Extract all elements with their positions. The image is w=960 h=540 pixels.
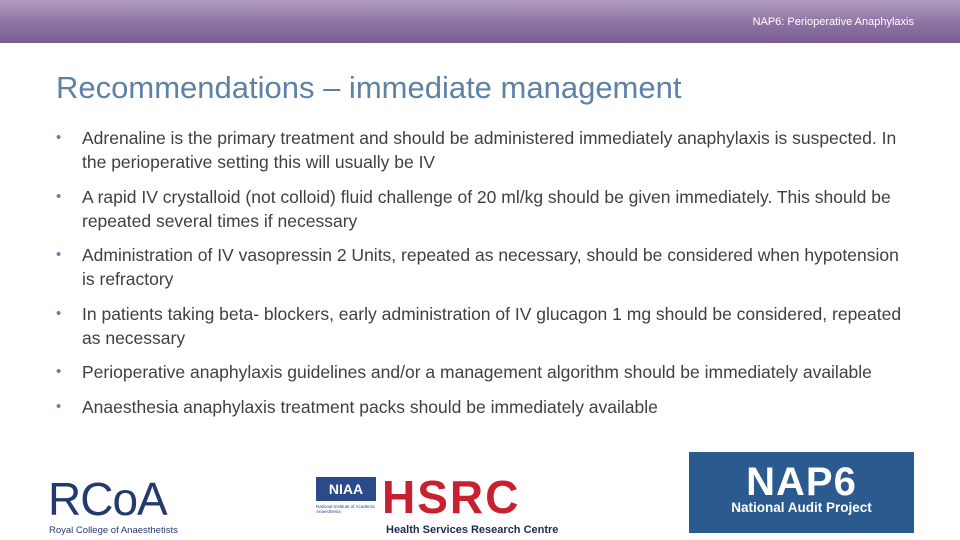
- bullet-dot-icon: •: [56, 363, 62, 380]
- rcoa-logo-subtitle: Royal College of Anaesthetists: [49, 525, 178, 536]
- bullet-item: [56, 126, 916, 174]
- bullet-text: Administration of IV vasopressin 2 Units, repeated as necessary, should be considered when hypotension is refractory: [82, 245, 899, 289]
- rcoa-logo: [48, 473, 190, 538]
- bullet-dot-icon: •: [56, 246, 62, 263]
- bullet-text: Perioperative anaphylaxis guidelines and/or a management algorithm should be immediately available: [82, 362, 872, 382]
- niaa-logo-letters: NIAA: [316, 477, 376, 501]
- hsrc-logo-subtitle: Health Services Research Centre: [386, 524, 559, 536]
- bullet-dot-icon: •: [56, 129, 62, 146]
- nap6-logo-letters: NAP6: [746, 460, 857, 504]
- bullet-text: A rapid IV crystalloid (not colloid) fluid challenge of 20 ml/kg should be given immediately. This should be repeated several times if necessary: [82, 186, 891, 231]
- niaa-logo: [316, 477, 378, 521]
- hsrc-logo-letters: HSRC: [382, 471, 521, 523]
- nap6-logo-subtitle: National Audit Project: [731, 500, 872, 515]
- header-text: NAP6: Perioperative Anaphylaxis: [752, 16, 914, 28]
- niaa-logo-subtitle: National Institute of Academic Anaesthesia: [316, 504, 376, 514]
- bullet-dot-icon: •: [56, 304, 62, 322]
- header-bar: [0, 0, 960, 43]
- bullet-item: [56, 302, 916, 350]
- bullet-dot-icon: •: [56, 187, 62, 205]
- slide-title: Recommendations – immediate management: [56, 70, 682, 105]
- rcoa-logo-letters: RCoA: [48, 473, 167, 525]
- bullet-item: [56, 360, 916, 384]
- bullet-dot-icon: •: [56, 397, 62, 415]
- bullet-item: [56, 185, 916, 233]
- bullet-text: In patients taking beta- blockers, early administration of IV glucagon 1 mg should be considered, repeated as necessary: [82, 303, 902, 348]
- hsrc-logo: [382, 472, 572, 538]
- bullet-text: Anaesthesia anaphylaxis treatment packs should be immediately available: [82, 396, 658, 417]
- bullet-item: [56, 395, 916, 419]
- bullet-item: [56, 243, 916, 291]
- bullet-text: Adrenaline is the primary treatment and should be administered immediately anaphylaxis is suspected. In the perioperative setting this will usually be IV: [82, 128, 897, 172]
- bullet-list: [56, 126, 916, 429]
- nap6-logo: [689, 452, 914, 533]
